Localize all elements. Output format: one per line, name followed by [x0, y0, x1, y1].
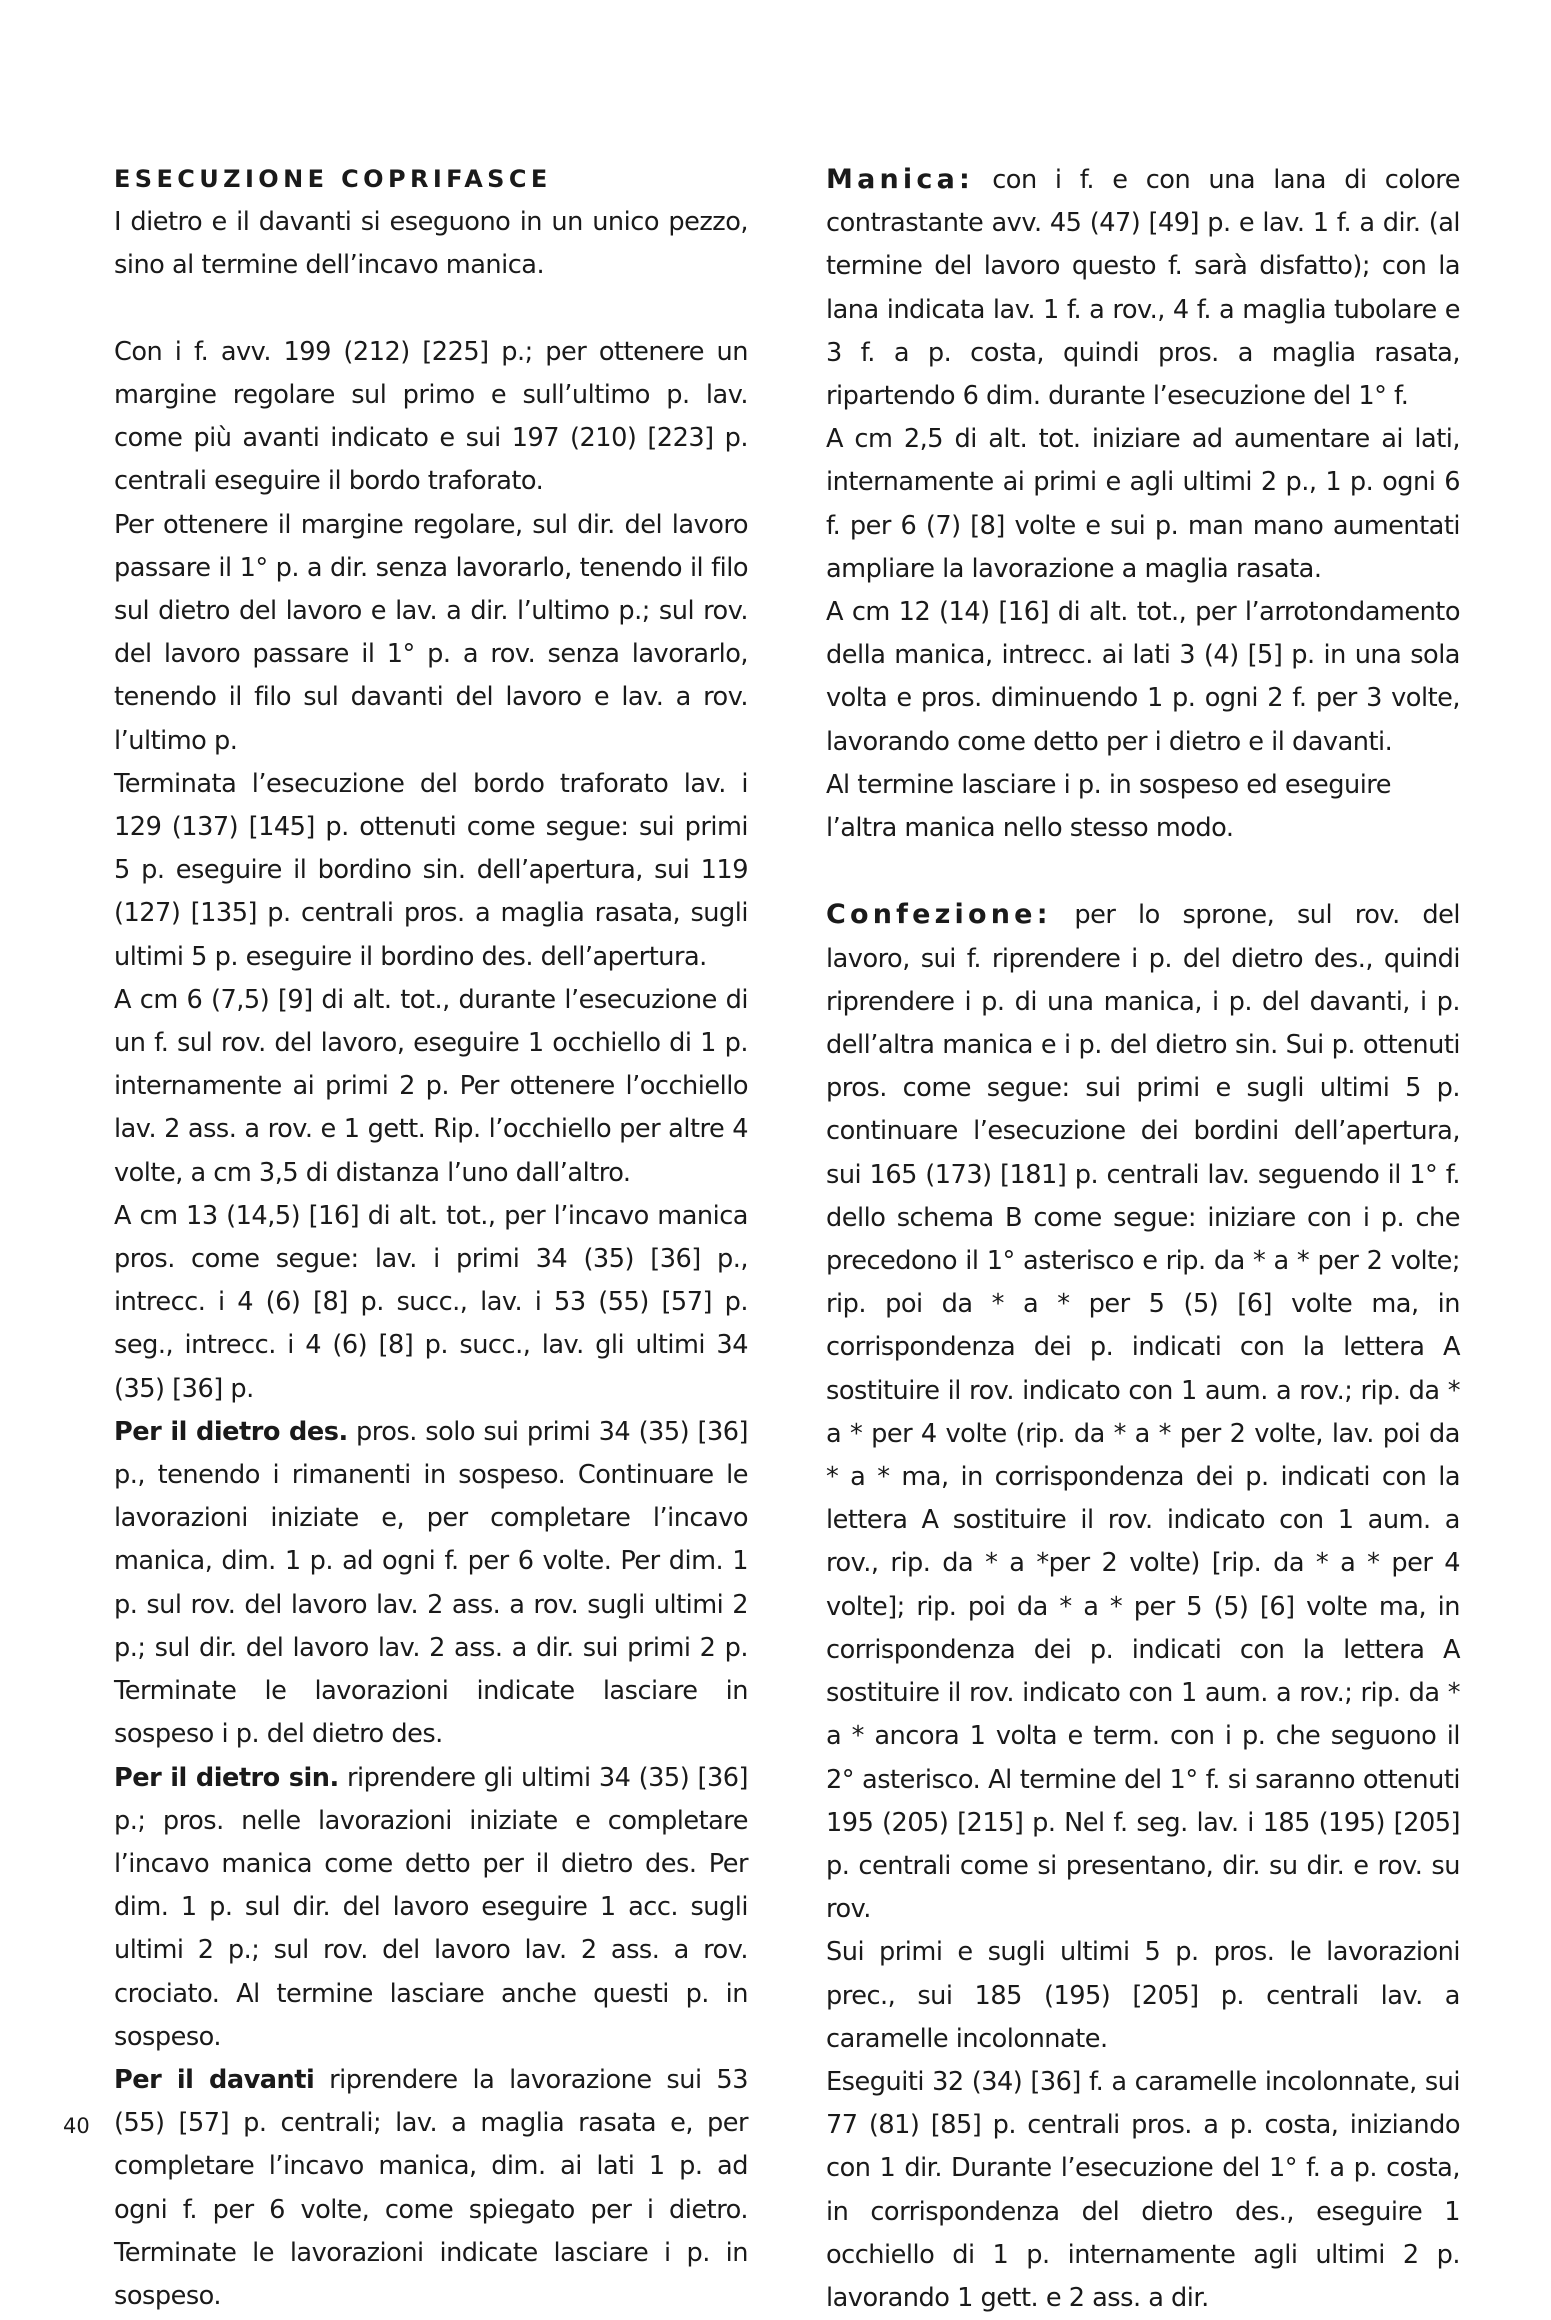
- paragraph-confezione: [826, 893, 1460, 1931]
- heading-manica: Manica:: [826, 164, 974, 195]
- paragraph: Terminata l’esecuzione del bordo traforato lav. i 129 (137) [145] p. ottenuti come segue: sui primi 5 p. eseguire il bordino sin. dell’apertura, sui 119 (127) [135] p. centrali pros. a maglia rasata, sugli ultimi 5 p. eseguire il bordino des. dell’apertura.: [114, 768, 748, 972]
- paragraph: Con i f. avv. 199 (212) [225] p.; per ottenere un margine regolare sul primo e sull’ultimo p. lav. come più avanti indicato e sui 197 (210) [223] p. centrali eseguire il bordo traforato.: [114, 336, 748, 497]
- page-number: 40: [63, 2114, 90, 2138]
- lead-dietro-des: Per il dietro des.: [114, 1416, 348, 1447]
- paragraph-gap: [114, 288, 748, 331]
- text-manica: con i f. e con una lana di colore contrastante avv. 45 (47) [49] p. e lav. 1 f. a dir. (al termine del lavoro questo f. sarà disfatto); con la lana indicata lav. 1 f. a rov., 4 f. a maglia tubolare e 3 f. a p. costa, quindi pros. a maglia rasata, ripartendo 6 dim. durante l’esecuzione del 1° f.: [826, 165, 1460, 412]
- paragraph-dietro-sin: [114, 1757, 748, 2059]
- paragraph: A cm 13 (14,5) [16] di alt. tot., per l’incavo manica pros. come segue: lav. i primi 34 (35) [36] p., intrecc. i 4 (6) [8] p. succ., lav. i 53 (55) [57] p. seg., intrecc. i 4 (6) [8] p. succ., lav. gli ultimi 34 (35) [36] p.: [114, 1200, 748, 1404]
- paragraph-manica: [826, 158, 1460, 418]
- paragraph-gap: [826, 850, 1460, 893]
- paragraph: A cm 6 (7,5) [9] di alt. tot., durante l’esecuzione di un f. sul rov. del lavoro, eseguire 1 occhiello di 1 p. internamente ai primi 2 p. Per ottenere l’occhiello lav. 2 ass. a rov. e 1 gett. Rip. l’occhiello per altre 4 volte, a cm 3,5 di distanza l’uno dall’altro.: [114, 984, 748, 1188]
- text-davanti: riprendere la lavorazione sui 53 (55) [57] p. centrali; lav. a maglia rasata e, per completare l’incavo manica, dim. ai lati 1 p. ad ogni f. per 6 volte, come spiegato per i dietro. Terminate le lavorazioni indicate lasciare i p. in sospeso.: [114, 2064, 748, 2311]
- paragraph-dietro-des: [114, 1411, 748, 1757]
- paragraph: A cm 2,5 di alt. tot. iniziare ad aumentare ai lati, internamente ai primi e agli ultimi 2 p., 1 p. ogni 6 f. per 6 (7) [8] volte e sui p. man mano aumentati ampliare la lavorazione a maglia rasata.: [826, 424, 1460, 584]
- right-column: [826, 158, 1460, 2320]
- heading-confezione: Confezione:: [826, 899, 1052, 931]
- paragraph-davanti: [114, 2059, 748, 2318]
- paragraph: Eseguiti 32 (34) [36] f. a caramelle incolonnate, sui 77 (81) [85] p. centrali pros. a p. costa, iniziando con 1 dir. Durante l’esecuzione del 1° f. a p. costa, in corrispondenza del dietro des., eseguire 1 occhiello di 1 p. internamente agli ultimi 2 p. lavorando 1 gett. e 2 ass. a dir.: [826, 2066, 1460, 2313]
- paragraph: A cm 12 (14) [16] di alt. tot., per l’arrotondamento della manica, intrecc. ai lati 3 (4) [5] p. in una sola volta e pros. diminuendo 1 p. ogni 2 f. per 3 volte, lavorando come detto per i dietro e il davanti.: [826, 597, 1460, 757]
- left-column: [114, 158, 748, 2318]
- text-dietro-des: pros. solo sui primi 34 (35) [36] p., tenendo i rimanenti in sospeso. Continuare le lavorazioni iniziate e, per completare l’incavo manica, dim. 1 p. ad ogni f. per 6 volte. Per dim. 1 p. sul rov. del lavoro lav. 2 ass. a rov. sugli ultimi 2 p.; sul dir. del lavoro lav. 2 ass. a dir. sui primi 2 p. Terminate le lavorazioni indicate lasciare in sospeso i p. del dietro des.: [114, 1416, 748, 1750]
- paragraph: Per ottenere il margine regolare, sul dir. del lavoro passare il 1° p. a dir. senza lavorarlo, tenendo il filo sul dietro del lavoro e lav. a dir. l’ultimo p.; sul rov. del lavoro passare il 1° p. a rov. senza lavorarlo, tenendo il filo sul davanti del lavoro e lav. a rov. l’ultimo p.: [114, 509, 748, 756]
- paragraph: Sui primi e sugli ultimi 5 p. pros. le lavorazioni prec., sui 185 (195) [205] p. centrali lav. a caramelle incolonnate.: [826, 1937, 1460, 2054]
- intro-paragraph: I dietro e il davanti si eseguono in un unico pezzo, sino al termine dell’incavo manica.: [114, 207, 748, 281]
- lead-dietro-sin: Per il dietro sin.: [114, 1762, 339, 1793]
- lead-davanti: Per il davanti: [114, 2064, 315, 2095]
- section-title: ESECUZIONE COPRIFASCE: [114, 165, 552, 193]
- paragraph: Al termine lasciare i p. in sospeso ed eseguire l’altra manica nello stesso modo.: [826, 769, 1392, 844]
- text-dietro-sin: riprendere gli ultimi 34 (35) [36] p.; pros. nelle lavorazioni iniziate e completare l’incavo manica come detto per il dietro des. Per dim. 1 p. sul dir. del lavoro eseguire 1 acc. sugli ultimi 2 p.; sul rov. del lavoro lav. 2 ass. a rov. crociato. Al termine lasciare anche questi p. in sospeso.: [114, 1762, 749, 2052]
- text-confezione: per lo sprone, sul rov. del lavoro, sui f. riprendere i p. del dietro des., quindi riprendere i p. di una manica, i p. del davanti, i p. dell’altra manica e i p. del dietro sin. Sui p. ottenuti pros. come segue: sui primi e sugli ultimi 5 p. continuare l’esecuzione dei bordini dell’apertura, sui 165 (173) [181] p. centrali lav. seguendo il 1° f. dello schema B come segue: iniziare con i p. che precedono il 1° asterisco e rip. da * a * per 2 volte; rip. poi da * a * per 5 (5) [6] volte ma, in corrispondenza dei p. indicati con la lettera A sostituire il rov. indicato con 1 aum. a rov.; rip. da * a * per 4 volte (rip. da * a * per 2 volte, lav. poi da * a * ma, in corrispondenza dei p. indicati con la lettera A sostituire il rov. indicato con 1 aum. a rov., rip. da * a *per 2 volte) [rip. da * a * per 4 volte]; rip. poi da * a * per 5 (5) [6] volte ma, in corrispondenza dei p. indicati con la lettera A sostituire il rov. indicato con 1 aum. a rov.; rip. da * a * ancora 1 volta e term. con i p. che seguono il 2° asterisco. Al termine del 1° f. si saranno ottenuti 195 (205) [215] p. Nel f. seg. lav. i 185 (195) [205] p. centrali come si presentano, dir. su dir. e rov. su rov.: [826, 900, 1460, 1925]
